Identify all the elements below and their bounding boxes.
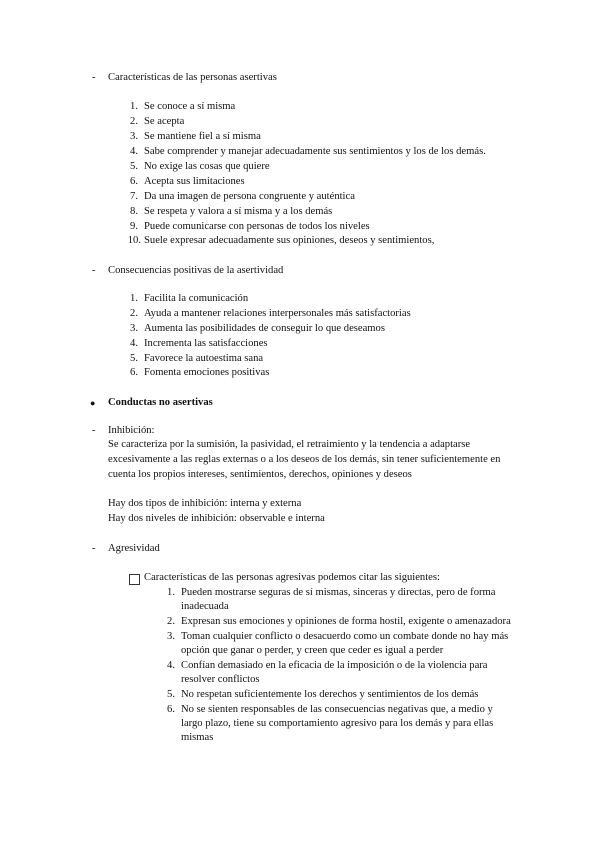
list-item: Facilita la comunicación bbox=[144, 293, 249, 304]
agresivas-intro: Características de las personas agresivas podemos citar las siguientes: bbox=[144, 572, 440, 583]
list-number: 2. bbox=[130, 116, 138, 127]
list-dash: - bbox=[92, 265, 96, 276]
list-number: 9. bbox=[130, 221, 138, 232]
list-number: 3. bbox=[130, 131, 138, 142]
bullet-icon: ● bbox=[90, 398, 96, 408]
list-item-continuation: opción que ganar o perder, y creen que ceder es igual a perder bbox=[181, 645, 444, 656]
list-item-continuation: mismas bbox=[181, 732, 214, 743]
list-number: 1. bbox=[167, 587, 175, 598]
list-number: 3. bbox=[167, 631, 175, 642]
inhibicion-paragraph-line: Se caracteriza por la sumisión, la pasividad, el retraimiento y la tendencia a adaptarse bbox=[108, 439, 471, 450]
section-heading-asertivas: Características de las personas asertivas bbox=[108, 72, 277, 83]
list-number: 10. bbox=[127, 235, 141, 246]
list-item: Acepta sus limitaciones bbox=[144, 176, 245, 187]
list-item-continuation: inadecuada bbox=[181, 601, 229, 612]
list-number: 6. bbox=[167, 704, 175, 715]
list-number: 5. bbox=[130, 353, 138, 364]
list-item: Toman cualquier conflicto o desacuerdo como un combate donde no hay más bbox=[181, 631, 509, 642]
inhibicion-paragraph-line: excesivamente a las reglas externas o a los deseos de los demás, sin tener suficientemente en bbox=[108, 454, 501, 465]
list-dash: - bbox=[92, 72, 96, 83]
list-number: 2. bbox=[130, 308, 138, 319]
list-item: Confían demasiado en la eficacia de la imposición o de la violencia para bbox=[181, 660, 488, 671]
list-item: Sabe comprender y manejar adecuadamente sus sentimientos y los de los demás. bbox=[144, 146, 486, 157]
list-number: 4. bbox=[167, 660, 175, 671]
list-item: Fomenta emociones positivas bbox=[144, 367, 270, 378]
list-number: 8. bbox=[130, 206, 138, 217]
checkbox-icon bbox=[129, 574, 140, 585]
list-item: No exige las cosas que quiere bbox=[144, 161, 270, 172]
list-number: 5. bbox=[130, 161, 138, 172]
section-heading-consecuencias: Consecuencias positivas de la asertividad bbox=[108, 265, 284, 276]
list-item: No respetan suficientemente los derechos y sentimientos de los demás bbox=[181, 689, 479, 700]
list-item: Incrementa las satisfacciones bbox=[144, 338, 268, 349]
list-item-continuation: resolver conflictos bbox=[181, 674, 260, 685]
list-item: Ayuda a mantener relaciones interpersonales más satisfactorias bbox=[144, 308, 411, 319]
list-item: Se mantiene fiel a sí misma bbox=[144, 131, 261, 142]
list-item: Pueden mostrarse seguras de sí mismas, sinceras y directas, pero de forma bbox=[181, 587, 496, 598]
list-item: Favorece la autoestima sana bbox=[144, 353, 264, 364]
list-number: 1. bbox=[130, 293, 138, 304]
agresividad-heading: Agresividad bbox=[108, 543, 160, 554]
list-number: 5. bbox=[167, 689, 175, 700]
list-dash: - bbox=[92, 543, 96, 554]
list-item-continuation: largo plazo, tiene su comportamiento agresivo para los demás y para ellas bbox=[181, 718, 494, 729]
list-number: 6. bbox=[130, 176, 138, 187]
inhibicion-paragraph-line: cuenta los propios intereses, sentimientos, derechos, opiniones y deseos bbox=[108, 469, 412, 480]
list-item: Aumenta las posibilidades de conseguir lo que deseamos bbox=[144, 323, 385, 334]
list-item: Se acepta bbox=[144, 116, 185, 127]
list-number: 6. bbox=[130, 367, 138, 378]
list-number: 4. bbox=[130, 338, 138, 349]
list-number: 7. bbox=[130, 191, 138, 202]
list-item: Se conoce a sí misma bbox=[144, 101, 236, 112]
list-item: Expresan sus emociones y opiniones de forma hostil, exigente o amenazadora bbox=[181, 616, 511, 627]
list-number: 2. bbox=[167, 616, 175, 627]
section-heading-no-asertivas: Conductas no asertivas bbox=[108, 397, 213, 408]
list-item: Da una imagen de persona congruente y auténtica bbox=[144, 191, 355, 202]
list-item: No se sienten responsables de las consecuencias negativas que, a medio y bbox=[181, 704, 493, 715]
inhibicion-levels: Hay dos niveles de inhibición: observable e interna bbox=[108, 513, 325, 524]
list-item: Se respeta y valora a sí misma y a los demás bbox=[144, 206, 333, 217]
list-number: 1. bbox=[130, 101, 138, 112]
list-item: Suele expresar adecuadamente sus opiniones, deseos y sentimientos, bbox=[144, 235, 435, 246]
list-number: 4. bbox=[130, 146, 138, 157]
inhibicion-types: Hay dos tipos de inhibición: interna y externa bbox=[108, 498, 302, 509]
inhibicion-heading: Inhibición: bbox=[108, 425, 155, 436]
list-dash: - bbox=[92, 425, 96, 436]
list-number: 3. bbox=[130, 323, 138, 334]
list-item: Puede comunicarse con personas de todos los niveles bbox=[144, 221, 370, 232]
